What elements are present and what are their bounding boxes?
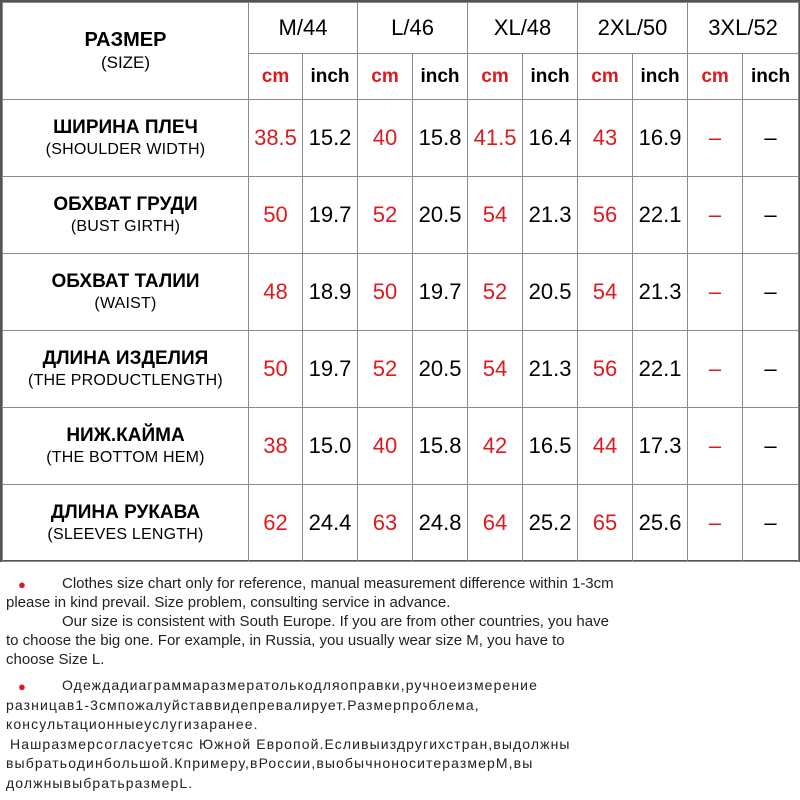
note-russian <box>6 676 796 794</box>
value-inch: – <box>743 408 799 485</box>
unit-inch: inch <box>413 54 468 100</box>
measurement-label-en: (SHOULDER WIDTH) <box>45 141 206 158</box>
measurement-label <box>3 408 249 485</box>
value-cm: 65 <box>578 485 633 562</box>
unit-inch: inch <box>633 54 688 100</box>
measurement-label <box>3 100 249 177</box>
value-inch: 16.5 <box>523 408 578 485</box>
value-inch: 20.5 <box>413 177 468 254</box>
measurement-label-en: (WAIST) <box>94 295 157 312</box>
value-inch: 19.7 <box>303 177 358 254</box>
value-inch: 16.9 <box>633 100 688 177</box>
measurement-label-en: (THE PRODUCTLENGTH) <box>28 372 223 389</box>
value-inch: 25.6 <box>633 485 688 562</box>
note-ru-line: разницав1-3смпожалуйставвидепревалирует.Размерпроблема, <box>6 696 480 713</box>
value-cm: 50 <box>249 331 303 408</box>
measurement-label <box>3 331 249 408</box>
value-inch: – <box>743 254 799 331</box>
value-inch: 18.9 <box>303 254 358 331</box>
value-inch: 22.1 <box>633 177 688 254</box>
measurement-row <box>3 331 799 408</box>
size-name-m: M/44 <box>249 3 358 54</box>
measurement-label-en: (SLEEVES LENGTH) <box>47 526 204 543</box>
value-inch: 15.0 <box>303 408 358 485</box>
measurement-label-en: (BUST GIRTH) <box>70 218 181 235</box>
value-cm: 44 <box>578 408 633 485</box>
note-english <box>6 574 796 669</box>
size-name-2xl: 2XL/50 <box>578 3 688 54</box>
measurement-label-ru: НИЖ.КАЙМА <box>66 425 185 446</box>
value-cm: 40 <box>358 100 413 177</box>
value-cm: 63 <box>358 485 413 562</box>
note-en-line: Our size is consistent with South Europe. If you are from other countries, you have <box>62 613 609 630</box>
unit-inch: inch <box>523 54 578 100</box>
bullet-icon: ● <box>18 679 26 694</box>
value-inch: – <box>743 331 799 408</box>
value-cm: 38 <box>249 408 303 485</box>
value-inch: 25.2 <box>523 485 578 562</box>
unit-cm: cm <box>578 54 633 100</box>
note-ru-line: Нашразмерсогласуетсяс Южной Европой.Есливыиздругихстран,выдолжны <box>10 735 571 752</box>
value-cm: – <box>688 331 743 408</box>
notes-section <box>0 562 800 800</box>
note-en-line: Clothes size chart only for reference, manual measurement difference within 1-3cm <box>62 575 614 592</box>
value-inch: 16.4 <box>523 100 578 177</box>
value-cm: 40 <box>358 408 413 485</box>
measurement-row <box>3 408 799 485</box>
value-cm: – <box>688 100 743 177</box>
note-en-line: to choose the big one. For example, in Russia, you usually wear size M, you have to <box>6 632 565 649</box>
value-cm: 41.5 <box>468 100 523 177</box>
size-label-en: (SIZE) <box>100 53 151 72</box>
measurement-label-ru: ОБХВАТ ТАЛИИ <box>51 271 200 292</box>
value-inch: 21.3 <box>633 254 688 331</box>
value-inch: 24.4 <box>303 485 358 562</box>
size-header-cell <box>3 3 249 100</box>
measurement-row <box>3 100 799 177</box>
value-cm: – <box>688 408 743 485</box>
value-cm: 52 <box>468 254 523 331</box>
size-label-ru: РАЗМЕР <box>84 29 167 51</box>
note-ru-line: консультационныеуслугизаранее. <box>6 716 259 733</box>
value-inch: 15.8 <box>413 100 468 177</box>
value-inch: – <box>743 485 799 562</box>
measurement-label-ru: ОБХВАТ ГРУДИ <box>53 194 198 215</box>
value-cm: 48 <box>249 254 303 331</box>
bullet-icon: ● <box>18 577 26 592</box>
value-inch: 21.3 <box>523 331 578 408</box>
value-cm: 43 <box>578 100 633 177</box>
value-cm: – <box>688 177 743 254</box>
note-ru-line: выбратьодинбольшой.Кпримеру,вРоссии,выобычноноситеразмерМ,вы <box>6 755 534 772</box>
size-table <box>2 2 799 562</box>
measurement-label-en: (THE BOTTOM HEM) <box>46 449 205 466</box>
unit-cm: cm <box>249 54 303 100</box>
value-inch: – <box>743 177 799 254</box>
measurement-label-ru: ДЛИНА ИЗДЕЛИЯ <box>42 348 209 369</box>
value-inch: 15.2 <box>303 100 358 177</box>
unit-cm: cm <box>688 54 743 100</box>
size-name-xl: XL/48 <box>468 3 578 54</box>
measurement-label <box>3 254 249 331</box>
note-ru-line: Одеждадиаграммаразмератолькодляоправки,ручноеизмерение <box>62 677 538 693</box>
measurement-label <box>3 177 249 254</box>
value-inch: 20.5 <box>523 254 578 331</box>
value-inch: – <box>743 100 799 177</box>
measurement-label-ru: ДЛИНА РУКАВА <box>50 502 201 523</box>
value-inch: 19.7 <box>303 331 358 408</box>
value-cm: 62 <box>249 485 303 562</box>
value-inch: 19.7 <box>413 254 468 331</box>
value-cm: 54 <box>468 177 523 254</box>
note-ru-line: должнывыбратьразмерL. <box>6 774 194 791</box>
value-cm: 42 <box>468 408 523 485</box>
unit-inch: inch <box>743 54 799 100</box>
measurement-label-ru: ШИРИНА ПЛЕЧ <box>53 117 198 138</box>
value-cm: 38.5 <box>249 100 303 177</box>
value-inch: 15.8 <box>413 408 468 485</box>
value-cm: – <box>688 485 743 562</box>
note-en-line: choose Size L. <box>6 651 105 668</box>
value-cm: 54 <box>578 254 633 331</box>
value-inch: 22.1 <box>633 331 688 408</box>
value-cm: – <box>688 254 743 331</box>
measurement-row <box>3 485 799 562</box>
value-cm: 50 <box>358 254 413 331</box>
size-name-3xl: 3XL/52 <box>688 3 799 54</box>
measurement-label <box>3 485 249 562</box>
value-inch: 21.3 <box>523 177 578 254</box>
unit-cm: cm <box>468 54 523 100</box>
size-name-l: L/46 <box>358 3 468 54</box>
value-inch: 17.3 <box>633 408 688 485</box>
value-cm: 52 <box>358 331 413 408</box>
value-cm: 56 <box>578 331 633 408</box>
value-inch: 24.8 <box>413 485 468 562</box>
value-cm: 50 <box>249 177 303 254</box>
value-cm: 56 <box>578 177 633 254</box>
measurement-row <box>3 254 799 331</box>
measurement-row <box>3 177 799 254</box>
value-inch: 20.5 <box>413 331 468 408</box>
note-en-line: please in kind prevail. Size problem, consulting service in advance. <box>6 594 451 611</box>
unit-cm: cm <box>358 54 413 100</box>
value-cm: 52 <box>358 177 413 254</box>
size-header-row <box>3 3 799 54</box>
value-cm: 64 <box>468 485 523 562</box>
unit-inch: inch <box>303 54 358 100</box>
value-cm: 54 <box>468 331 523 408</box>
